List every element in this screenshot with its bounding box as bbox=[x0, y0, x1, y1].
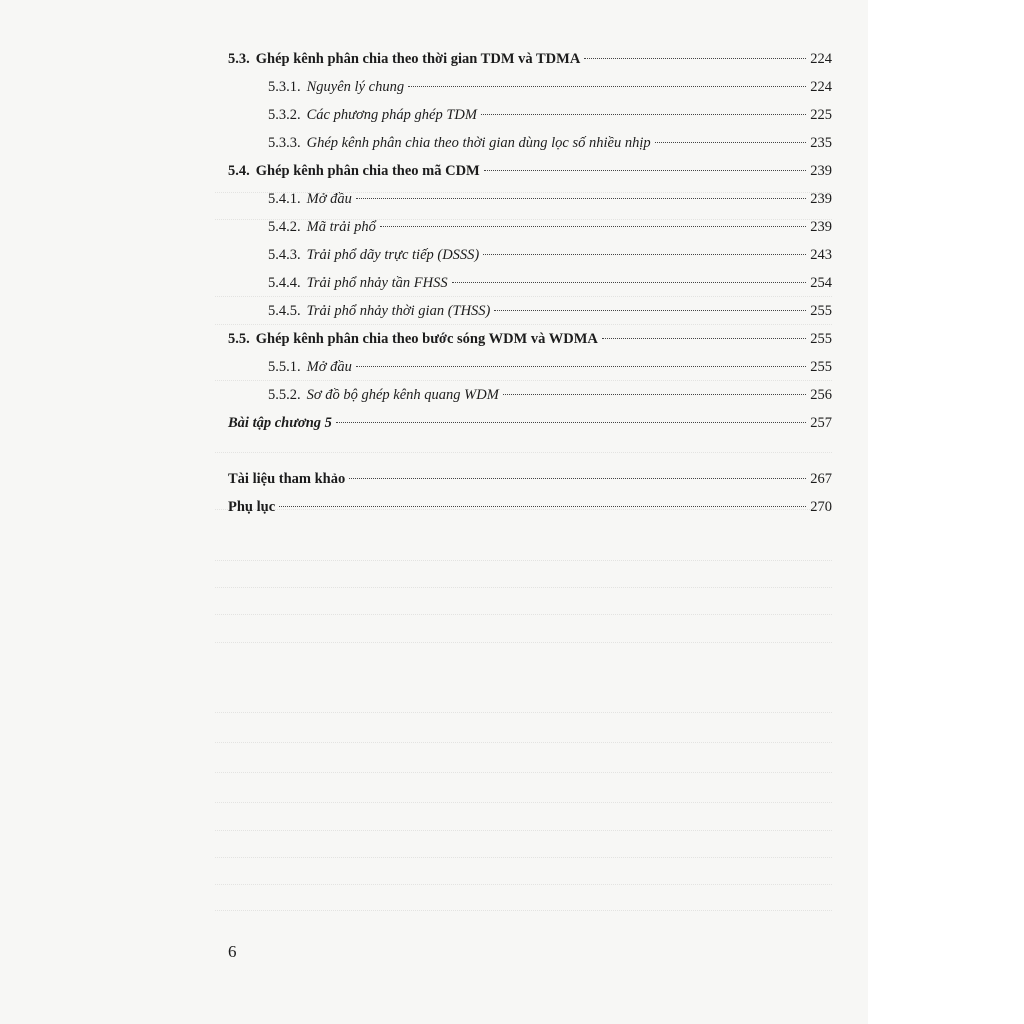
toc-entry bbox=[268, 243, 832, 267]
dot-leader bbox=[494, 310, 806, 311]
toc-entry bbox=[268, 75, 832, 99]
toc-entry-number: 5.3.1. bbox=[268, 79, 301, 95]
toc-entry-number: 5.4.3. bbox=[268, 247, 301, 263]
toc-entry-title: Bài tập chương 5 bbox=[228, 415, 332, 431]
dot-leader bbox=[602, 338, 806, 339]
toc-entry-title: Ghép kênh phân chia theo bước sóng WDM và WDMA bbox=[255, 331, 598, 347]
toc-entry bbox=[268, 103, 832, 127]
toc-entry bbox=[228, 47, 832, 71]
dot-leader bbox=[584, 58, 806, 59]
toc-entry bbox=[268, 355, 832, 379]
toc-entry-page: 239 bbox=[810, 191, 832, 207]
dot-leader bbox=[336, 422, 806, 423]
dot-leader bbox=[380, 226, 806, 227]
toc-entry-title: Các phương pháp ghép TDM bbox=[306, 107, 477, 123]
dot-leader bbox=[452, 282, 807, 283]
dot-leader bbox=[356, 198, 806, 199]
toc-entry bbox=[268, 299, 832, 323]
toc-entry-page: 255 bbox=[810, 359, 832, 375]
toc-entry-page: 254 bbox=[810, 275, 832, 291]
toc-entry-page: 243 bbox=[810, 247, 832, 263]
scan-margin bbox=[868, 0, 1024, 1024]
toc-entry-page: 224 bbox=[810, 51, 832, 67]
toc-entry-number: 5.5. bbox=[228, 331, 250, 347]
toc-entry-title: Mã trải phổ bbox=[306, 219, 376, 235]
toc-entry-page: 235 bbox=[810, 135, 832, 151]
dot-leader bbox=[483, 254, 806, 255]
dot-leader bbox=[481, 114, 806, 115]
toc-entry-number: 5.3. bbox=[228, 51, 250, 67]
toc-entry-page: 270 bbox=[810, 499, 832, 515]
dot-leader bbox=[408, 86, 806, 87]
toc-entry-page: 255 bbox=[810, 331, 832, 347]
toc-entry bbox=[268, 187, 832, 211]
toc-entry-number: 5.5.2. bbox=[268, 387, 301, 403]
toc-entry bbox=[268, 131, 832, 155]
toc-entry-number: 5.4.1. bbox=[268, 191, 301, 207]
toc-entry bbox=[268, 215, 832, 239]
toc-entry-title: Ghép kênh phân chia theo mã CDM bbox=[255, 163, 480, 179]
toc-entry bbox=[268, 271, 832, 295]
toc-entry-number: 5.3.2. bbox=[268, 107, 301, 123]
toc-entry-title: Trải phổ dãy trực tiếp (DSSS) bbox=[306, 247, 480, 263]
toc-entry-title: Mở đầu bbox=[306, 359, 352, 375]
toc-entry-title: Tài liệu tham khảo bbox=[228, 471, 346, 487]
dot-leader bbox=[503, 394, 806, 395]
toc-entry-page: 225 bbox=[810, 107, 832, 123]
page-number: 6 bbox=[228, 942, 237, 961]
toc-entry bbox=[228, 159, 832, 183]
toc-entry-title: Phụ lục bbox=[228, 499, 276, 515]
toc-entry-number: 5.4. bbox=[228, 163, 250, 179]
toc-entry-page: 267 bbox=[810, 471, 832, 487]
toc-entry-number: 5.4.2. bbox=[268, 219, 301, 235]
toc-entry-title: Nguyên lý chung bbox=[306, 79, 405, 95]
toc-entry bbox=[268, 383, 832, 407]
toc-entry-page: 256 bbox=[810, 387, 832, 403]
toc-entry-title: Mở đầu bbox=[306, 191, 352, 207]
toc-entry bbox=[228, 327, 832, 351]
toc-entry-page: 255 bbox=[810, 303, 832, 319]
toc-entry bbox=[228, 495, 832, 519]
toc-entry-title: Trải phổ nhảy tần FHSS bbox=[306, 275, 448, 291]
dot-leader bbox=[279, 506, 806, 507]
dot-leader bbox=[484, 170, 807, 171]
toc-entry-page: 257 bbox=[810, 415, 832, 431]
toc-entry-number: 5.3.3. bbox=[268, 135, 301, 151]
toc-entry-number: 5.4.5. bbox=[268, 303, 301, 319]
dot-leader bbox=[356, 366, 806, 367]
toc-entry-number: 5.5.1. bbox=[268, 359, 301, 375]
toc-entry-title: Ghép kênh phân chia theo thời gian TDM và TDMA bbox=[255, 51, 581, 67]
toc-entry-number: 5.4.4. bbox=[268, 275, 301, 291]
toc-entry-title: Trải phổ nhảy thời gian (THSS) bbox=[306, 303, 491, 319]
toc-entry bbox=[228, 467, 832, 491]
toc-entry-title: Sơ đồ bộ ghép kênh quang WDM bbox=[306, 387, 499, 403]
dot-leader bbox=[655, 142, 807, 143]
toc-entry-page: 239 bbox=[810, 219, 832, 235]
toc-entry-title: Ghép kênh phân chia theo thời gian dùng lọc số nhiều nhịp bbox=[306, 135, 651, 151]
toc-entry-page: 239 bbox=[810, 163, 832, 179]
toc-entry bbox=[228, 411, 832, 435]
toc-entry-page: 224 bbox=[810, 79, 832, 95]
dot-leader bbox=[349, 478, 806, 479]
